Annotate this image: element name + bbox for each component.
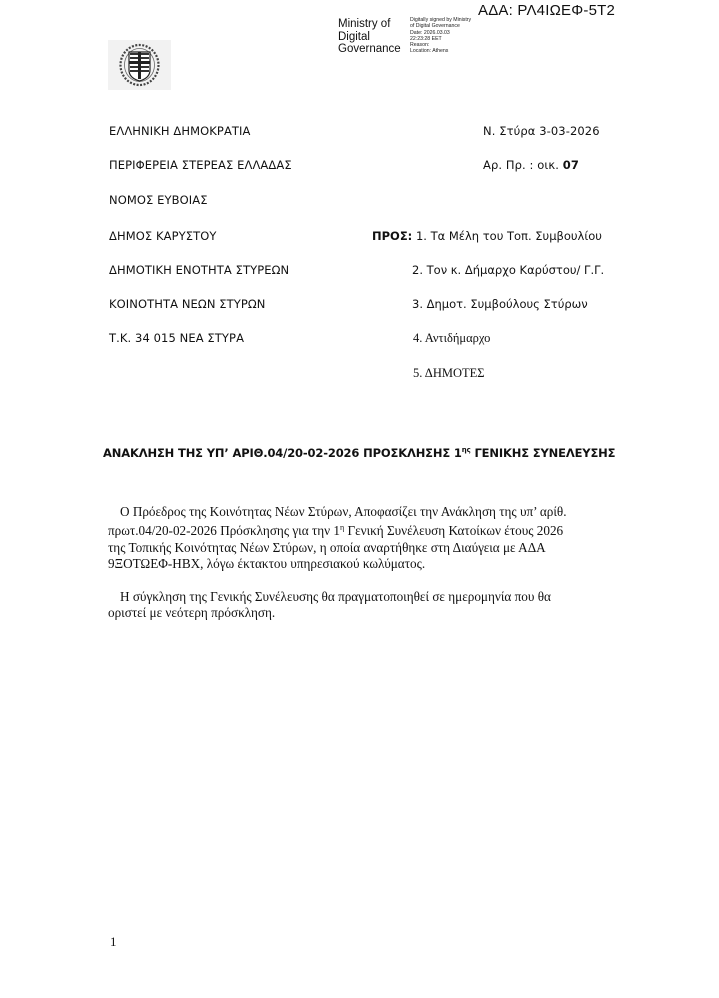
subject-superscript: ης	[461, 446, 471, 454]
page-number: 1	[110, 934, 117, 949]
body-paragraph	[108, 589, 620, 622]
signature-organization: Ministry of Digital Governance	[338, 18, 401, 55]
paragraph-line: της Τοπικής Κοινότητας Νέων Στύρων, η οποία αναρτήθηκε στη Διαύγεια με ΑΔΑ	[108, 539, 546, 555]
subject-text: ΑΝΑΚΛΗΣΗ ΤΗΣ ΥΠ’ ΑΡΙΘ.04/20-02-2026 ΠΡΟΣΚΛΗΣΗΣ 1	[103, 446, 462, 460]
sender-line: ΕΛΛΗΝΙΚΗ ΔΗΜΟΚΡΑΤΙΑ	[109, 124, 251, 138]
signature-line: Digitally signed by Ministry	[410, 17, 472, 23]
signature-line: Date: 2026.03.03	[410, 29, 450, 36]
protocol-label: Αρ. Πρ. : οικ.	[483, 158, 560, 172]
sender-line: ΝΟΜΟΣ ΕΥΒΟΙΑΣ	[109, 193, 208, 207]
recipient-item: 4. Αντιδήμαρχο	[413, 331, 491, 345]
paragraph-line: Ο Πρόεδρος της Κοινότητας Νέων Στύρων, Αποφασίζει την Ανάκληση της υπ’ αρίθ.	[120, 504, 567, 519]
signature-line: 22:23:28 EET	[410, 35, 442, 42]
sender-line: ΔΗΜΟΤΙΚΗ ΕΝΟΤΗΤΑ ΣΤΥΡΕΩΝ	[109, 263, 290, 277]
ada-code: ΑΔΑ: ΡΛ4ΙΩΕΦ-5Τ2	[478, 2, 616, 19]
line-superscript: η	[339, 523, 345, 533]
sender-line: Τ.Κ. 34 015 ΝΕΑ ΣΤΥΡΑ	[109, 331, 245, 345]
signature-details	[410, 17, 471, 55]
paragraph-line	[108, 520, 620, 539]
recipients-label: ΠΡΟΣ:	[372, 229, 413, 243]
signature-line: Location: Athens	[410, 48, 449, 55]
paragraph-line: 9ΞΟΤΩΕΦ-ΗΒΧ, λόγω έκτακτου υπηρεσιακού κωλύματος.	[108, 555, 426, 571]
recipient-item: 2. Τον κ. Δήμαρχο Καρύστου/ Γ.Γ.	[412, 263, 605, 277]
signature-line: Reason:	[410, 42, 430, 49]
paragraph-line: Η σύγκληση της Γενικής Συνέλευσης θα πραγματοποιηθεί σε ημερομηνία που θα	[120, 589, 551, 604]
subject-text-end: ΓΕΝΙΚΗΣ ΣΥΝΕΛΕΥΣΗΣ	[470, 446, 616, 460]
line-text: πρωτ.04/20-02-2026 Πρόσκλησης για την 1	[108, 523, 340, 539]
recipient-item: 3. Δημοτ. Συμβούλους Στύρων	[412, 297, 588, 311]
place-date: Ν. Στύρα 3-03-2026	[483, 124, 600, 138]
line-text: Γενική Συνέλευση Κατοίκων έτους 2026	[344, 523, 564, 539]
sender-line: ΔΗΜΟΣ ΚΑΡΥΣΤΟΥ	[109, 229, 217, 243]
recipient-item: 1. Τα Μέλη του Τοπ. Συμβουλίου	[415, 229, 602, 243]
subject-title	[103, 446, 615, 460]
greek-coat-of-arms-icon	[108, 40, 171, 90]
body-paragraph	[108, 504, 620, 572]
protocol-value: 07	[562, 158, 580, 172]
sender-line: ΚΟΙΝΟΤΗΤΑ ΝΕΩΝ ΣΤΥΡΩΝ	[109, 297, 266, 311]
recipient-item: 5. ΔΗΜΟΤΕΣ	[413, 366, 485, 380]
recipient-line	[372, 229, 602, 243]
paragraph-line: οριστεί με νεότερη πρόσκληση.	[108, 605, 276, 621]
protocol-number	[483, 158, 579, 172]
sender-line: ΠΕΡΙΦΕΡΕΙΑ ΣΤΕΡΕΑΣ ΕΛΛΑΔΑΣ	[109, 158, 292, 172]
signature-line: of Digital Governance	[410, 23, 460, 30]
